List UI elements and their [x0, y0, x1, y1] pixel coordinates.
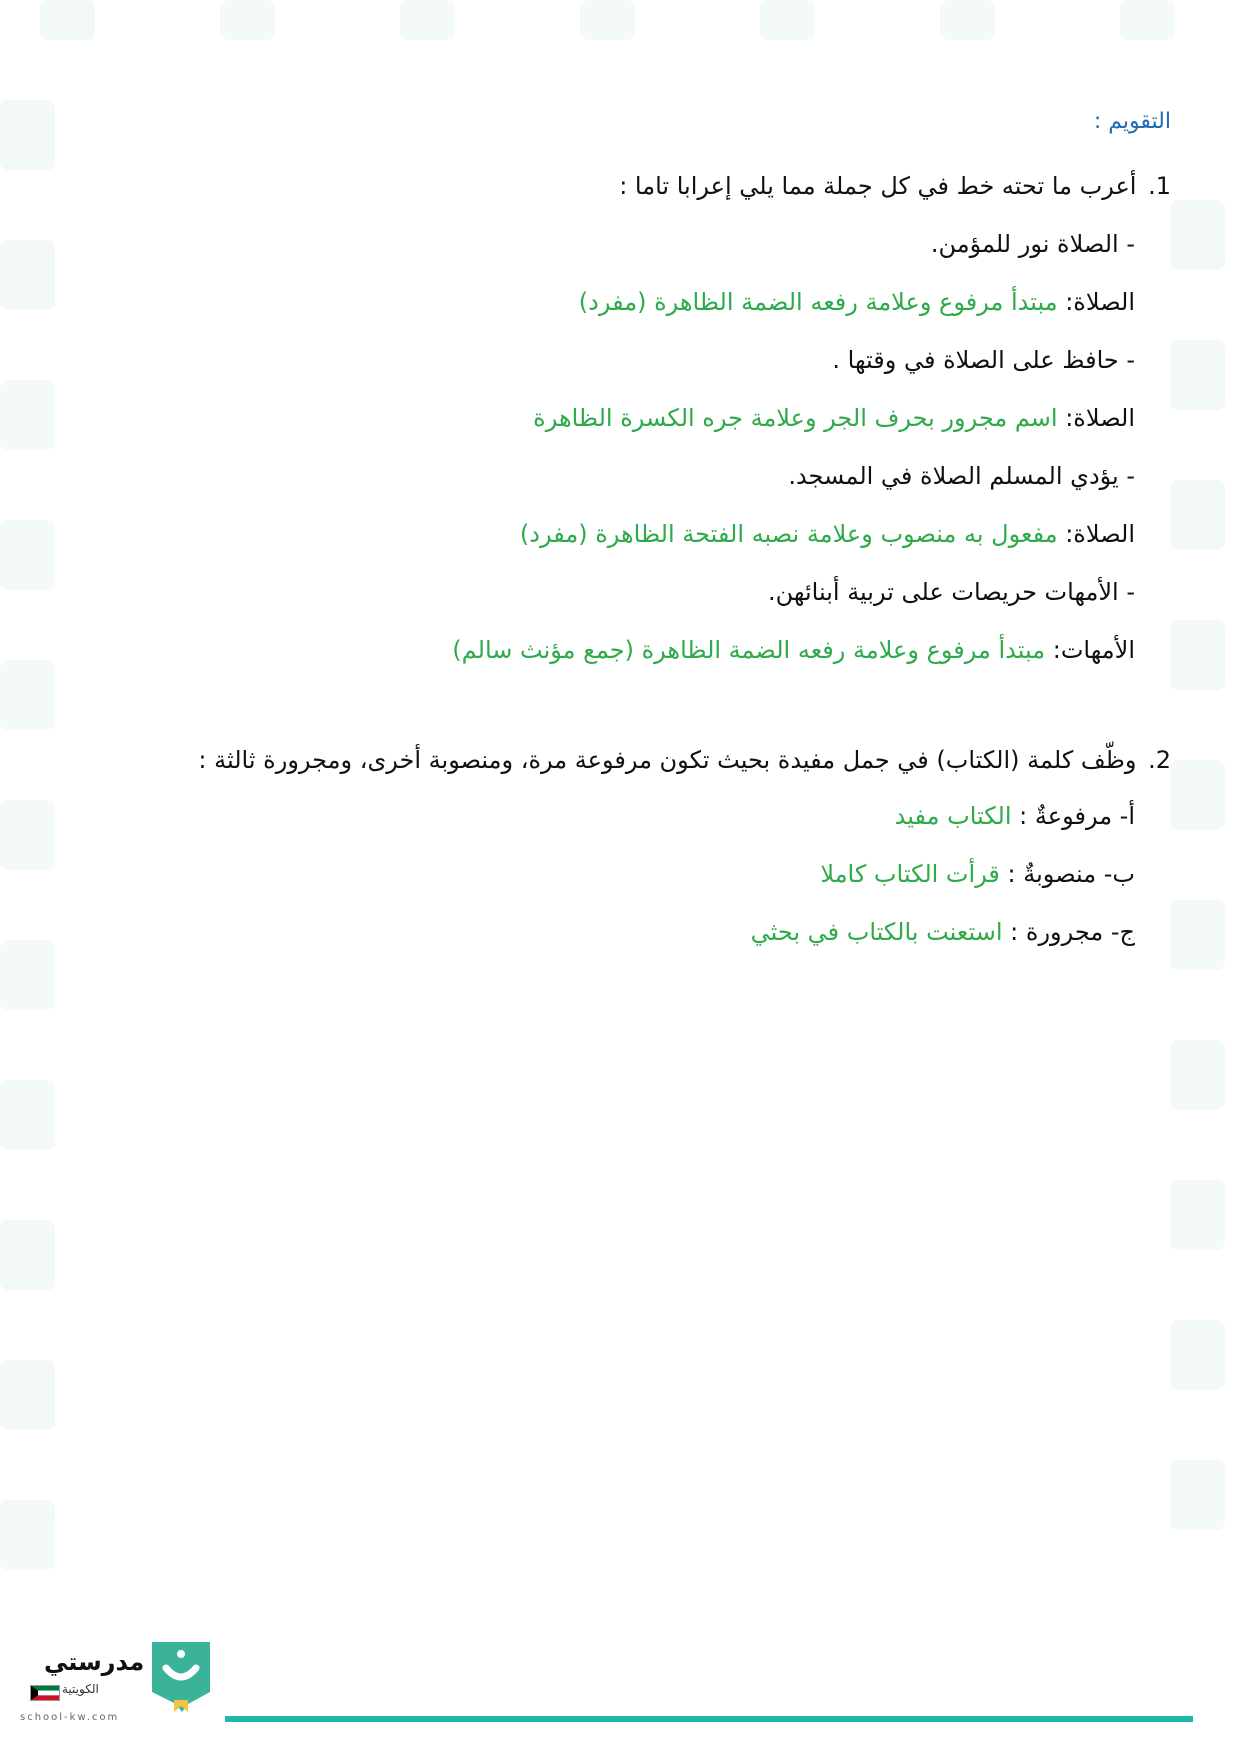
- kuwait-flag-icon: [30, 1685, 60, 1701]
- logo-text: مدرستي: [44, 1648, 145, 1676]
- q2-item-a: [895, 800, 1135, 832]
- section-title: التقويم :: [1093, 109, 1171, 134]
- question-2-number: 2.: [1148, 746, 1171, 774]
- footer-divider: [225, 1716, 1193, 1722]
- q1-answer-4-word: الأمهات:: [1052, 636, 1135, 664]
- logo-subtitle: الكويتية: [62, 1682, 99, 1696]
- q1-answer-1-text: مبتدأ مرفوع وعلامة رفعه الضمة الظاهرة (مفرد): [578, 288, 1058, 316]
- q1-sentence-1: - الصلاة نور للمؤمن.: [930, 230, 1135, 258]
- q1-answer-2-word: الصلاة:: [1065, 404, 1135, 432]
- q1-sentence-4: - الأمهات حريصات على تربية أبنائهن.: [768, 578, 1135, 606]
- q1-sentence-2: - حافظ على الصلاة في وقتها .: [832, 346, 1135, 374]
- q2-item-b-label: ب- منصوبةٌ :: [1007, 860, 1135, 888]
- q1-answer-4: [452, 634, 1135, 666]
- question-1-prompt: أعرب ما تحته خط في كل جملة مما يلي إعرابا تاما :: [619, 172, 1137, 200]
- q1-answer-4-text: مبتدأ مرفوع وعلامة رفعه الضمة الظاهرة (جمع مؤنث سالم): [452, 636, 1046, 664]
- q1-answer-2: [533, 402, 1135, 434]
- q2-item-c: [751, 916, 1135, 948]
- q1-answer-2-text: اسم مجرور بحرف الجر وعلامة جره الكسرة الظاهرة: [533, 404, 1058, 432]
- question-1: [619, 170, 1171, 202]
- q2-item-c-label: ج- مجرورة :: [1010, 918, 1135, 946]
- logo-url: school-kw.com: [20, 1712, 120, 1723]
- footer-logo: [20, 1642, 215, 1747]
- question-2-prompt: وظّف كلمة (الكتاب) في جمل مفيدة بحيث تكون مرفوعة مرة، ومنصوبة أخرى، ومجرورة ثالثة :: [198, 746, 1137, 774]
- q2-item-c-answer: استعنت بالكتاب في بحثي: [750, 918, 1003, 946]
- logo-badge-icon: [148, 1642, 214, 1712]
- q1-answer-3-text: مفعول به منصوب وعلامة نصبه الفتحة الظاهرة (مفرد): [519, 520, 1058, 548]
- q1-answer-3: [520, 518, 1135, 550]
- q1-sentence-3: - يؤدي المسلم الصلاة في المسجد.: [788, 462, 1135, 490]
- q2-item-a-label: أ- مرفوعةٌ :: [1019, 802, 1135, 830]
- q2-item-b-answer: قرأت الكتاب كاملا: [820, 860, 1000, 888]
- q2-item-a-answer: الكتاب مفيد: [894, 802, 1012, 830]
- q1-answer-1: [579, 286, 1135, 318]
- question-1-number: 1.: [1148, 172, 1171, 200]
- q1-answer-1-word: الصلاة:: [1065, 288, 1135, 316]
- question-2: [198, 744, 1171, 776]
- q2-item-b: [820, 858, 1135, 890]
- q1-answer-3-word: الصلاة:: [1065, 520, 1135, 548]
